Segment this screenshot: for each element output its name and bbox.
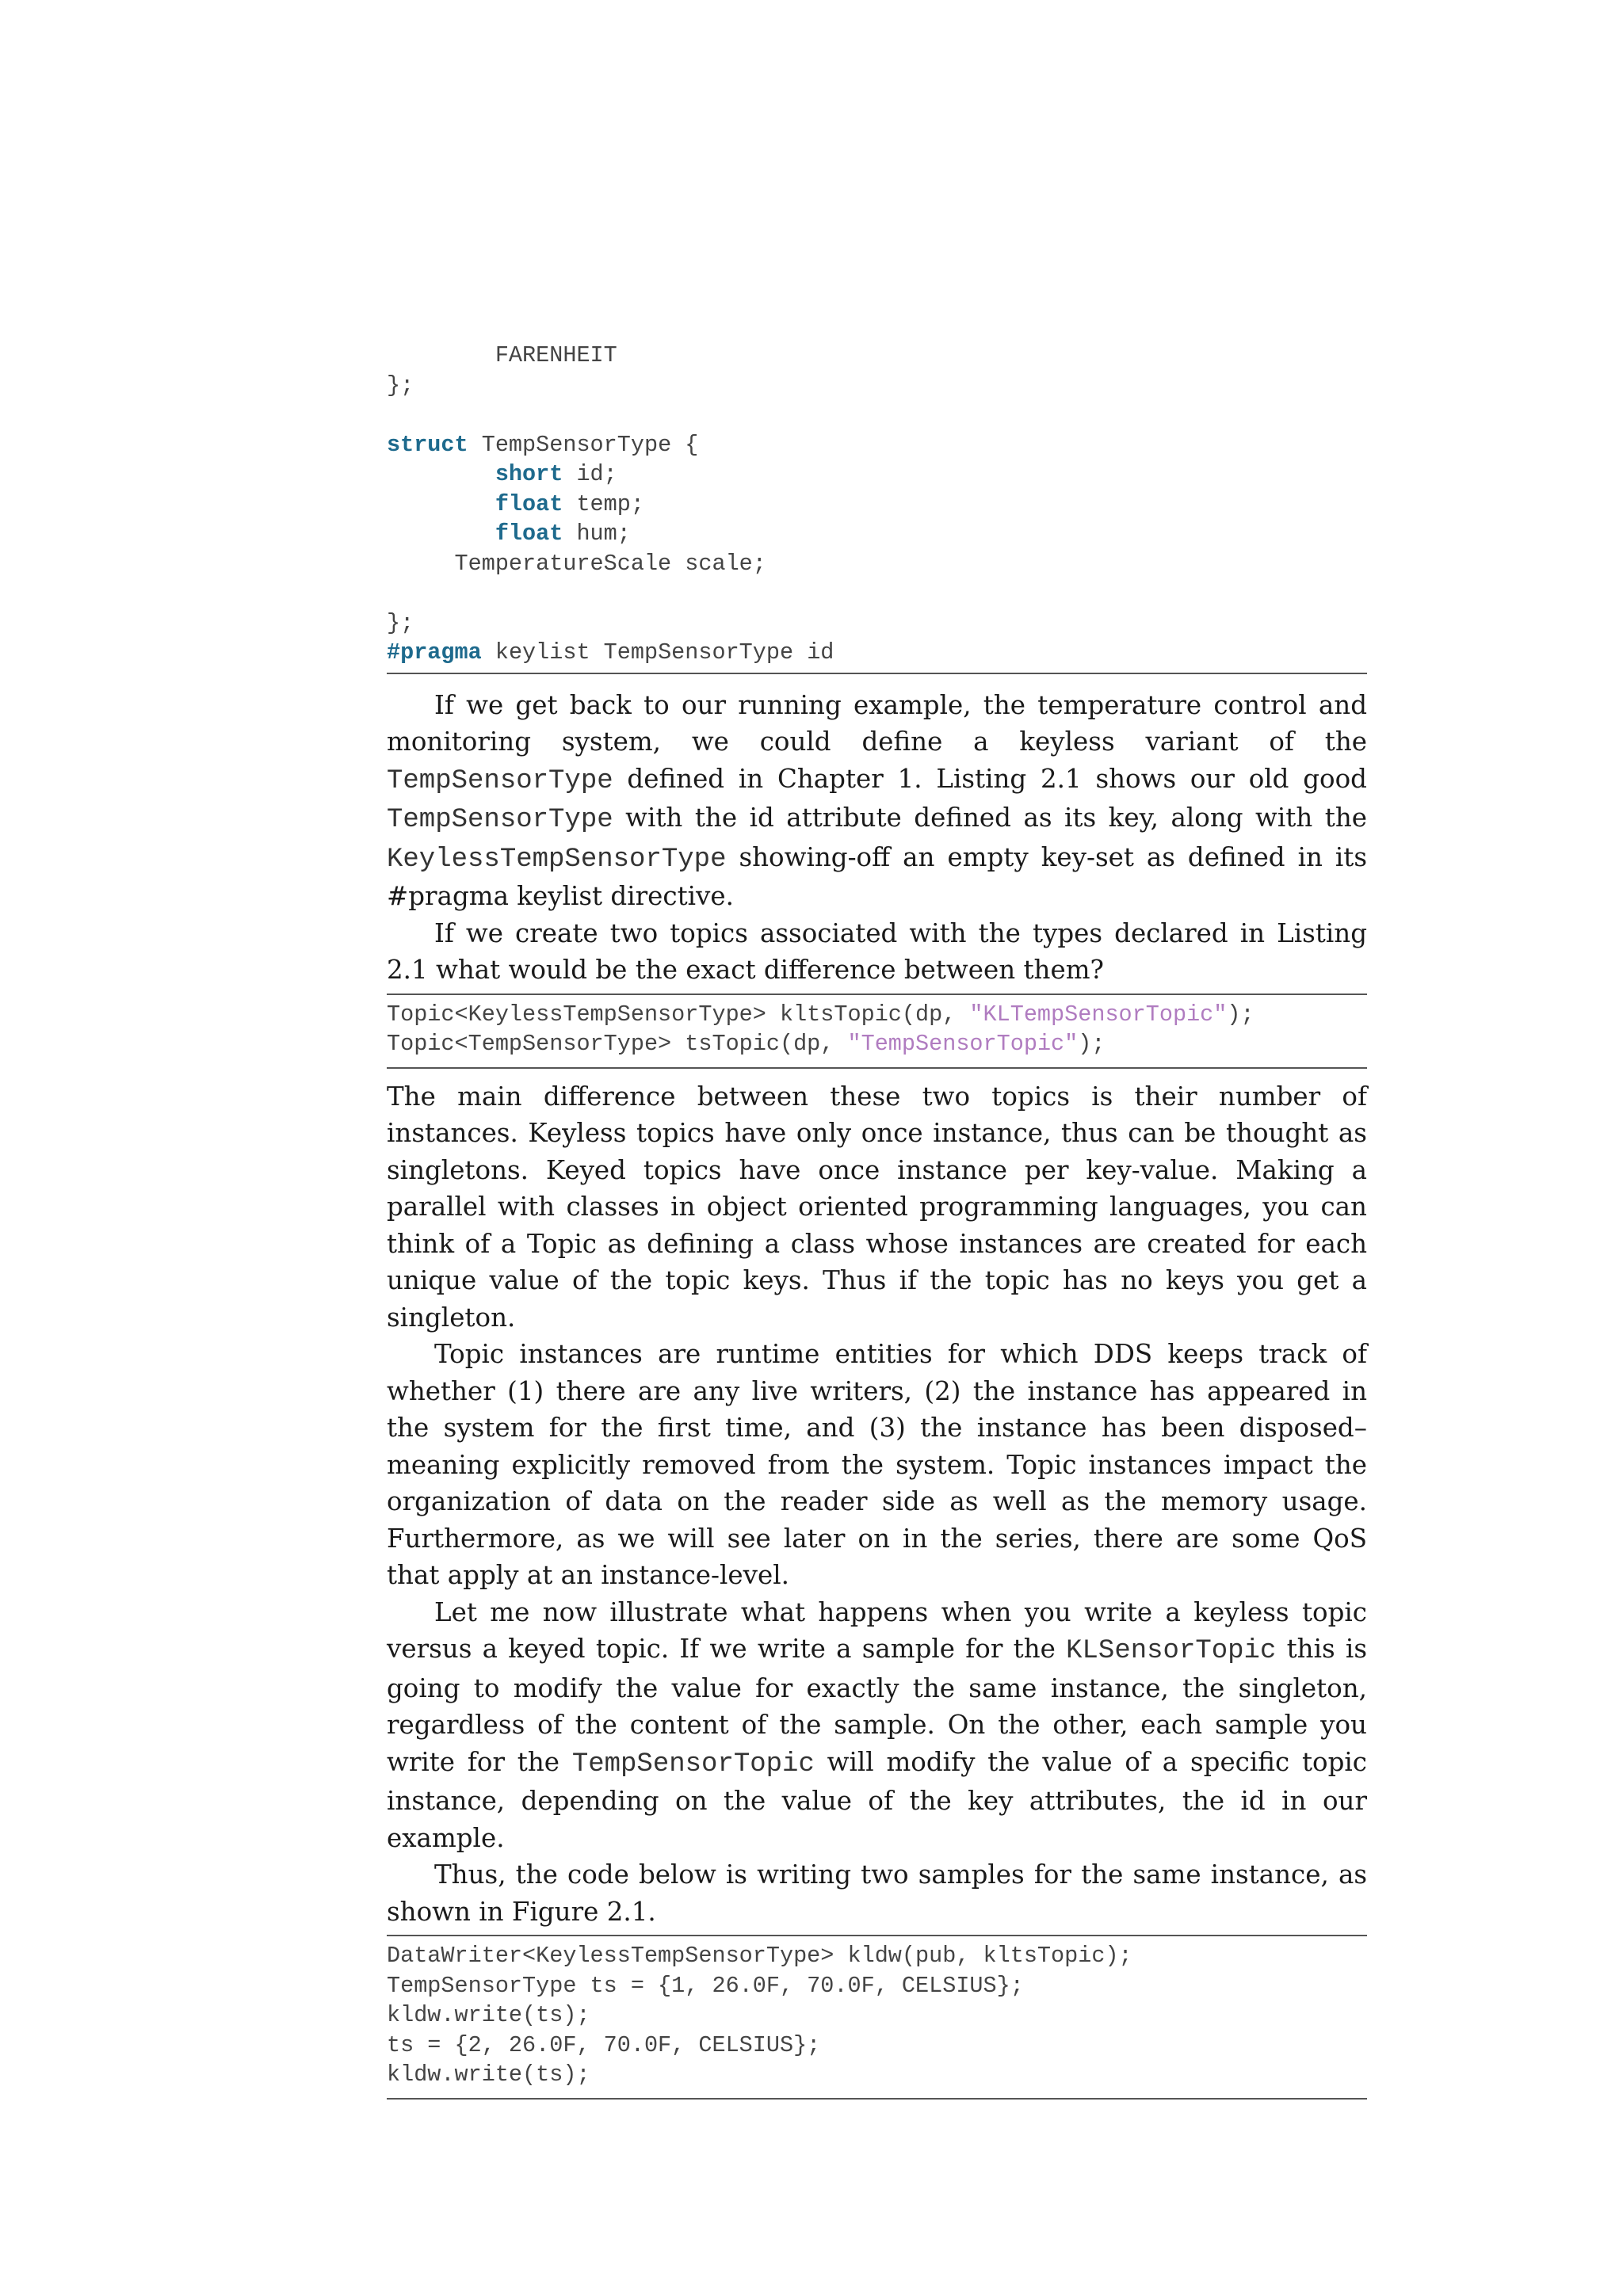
code-string: "KLTempSensorTopic" <box>969 1001 1228 1028</box>
code-indent <box>387 521 495 547</box>
code-line: Topic<KeylessTempSensorType> kltsTopic(dp, <box>387 1001 970 1028</box>
code-line: DataWriter<KeylessTempSensorType> kldw(pub, kltsTopic); <box>387 1943 1132 1969</box>
code-line: TemperatureScale scale; <box>387 550 766 577</box>
code-line: hum; <box>563 521 631 547</box>
inline-code: KeylessTempSensorType <box>387 844 727 875</box>
code-line: ); <box>1227 1001 1254 1028</box>
code-line: FARENHEIT <box>387 342 617 368</box>
text-run: If we get back to our running example, the temperature control and monitoring system, we could define a keyless variant of the <box>387 689 1367 757</box>
code-line: keylist TempSensorType id <box>481 639 834 666</box>
code-indent <box>387 491 495 517</box>
code-listing-datawriter <box>387 1941 1367 2090</box>
inline-code: TempSensorType <box>387 765 613 796</box>
listing-bottom-rule <box>387 2098 1367 2100</box>
inline-code: TempSensorType <box>387 805 613 835</box>
page-content <box>387 341 1367 2100</box>
text-run: will modify the value of a specific topic instance, depending on the value of the key attributes, the id in our example. <box>387 1746 1367 1853</box>
code-line: ts = {2, 26.0F, 70.0F, CELSIUS}; <box>387 2031 821 2058</box>
text-run: defined in Chapter 1. Listing 2.1 shows our old good <box>613 763 1367 794</box>
paragraph-main-difference: The main difference between these two topics is their number of instances. Keyless topics have only once instance, thus can be thought as singletons. Keyed topics have once instance per key-value. Making a parallel with classes in object oriented programming languages, you can think of a Topic as defining a class whose instances are created for each unique value of the topic keys. Thus if the topic has no keys you get a singleton. <box>387 1081 1367 1333</box>
code-keyword: float <box>495 490 563 517</box>
code-line: TempSensorType { <box>468 431 699 458</box>
paragraph-keyless-vs-keyed <box>387 1594 1367 1857</box>
code-line: kldw.write(ts); <box>387 2061 590 2088</box>
paragraph-code-below: Thus, the code below is writing two samples for the same instance, as shown in Figure 2.1. <box>387 1859 1367 1927</box>
code-line: temp; <box>563 490 644 517</box>
code-line: TempSensorType ts = {1, 26.0F, 70.0F, CELSIUS}; <box>387 1972 1024 1999</box>
listing-top-rule <box>387 994 1367 995</box>
text-run: showing-off an empty key-set as defined in its #pragma keylist directive. <box>387 841 1367 911</box>
code-line: }; <box>387 609 414 636</box>
text-run: this is going to modify the value for exactly the same instance, the singleton, regardless of the content of the sample. On the other, each sample you write for the <box>387 1634 1367 1777</box>
code-line: kldw.write(ts); <box>387 2002 590 2028</box>
code-line: ); <box>1078 1031 1106 1057</box>
code-keyword: short <box>495 461 563 487</box>
code-line: }; <box>387 372 414 399</box>
code-indent <box>387 461 495 487</box>
code-listing-topics <box>387 1000 1367 1059</box>
text-run: Let me now illustrate what happens when you write a keyless topic versus a keyed topic. If we write a sample for the <box>387 1596 1367 1664</box>
inline-code: TempSensorTopic <box>571 1749 815 1779</box>
code-line: Topic<TempSensorType> tsTopic(dp, <box>387 1031 848 1057</box>
inline-code: KLSensorTopic <box>1066 1636 1277 1666</box>
paragraph-keyless-variant <box>387 687 1367 915</box>
listing-top-rule <box>387 1935 1367 1936</box>
paragraph-topic-instances: Topic instances are runtime entities for which DDS keeps track of whether (1) there are any live writers, (2) the instance has appeared in the system for the first time, and (3) the instance has been disposed–meaning explicitly removed from the system. Topic instances impact the organization of data on the reader side as well as the memory usage. Furthermore, as we will see later on in the series, there are some QoS that apply at an instance-level. <box>387 1339 1367 1590</box>
code-keyword: #pragma <box>387 639 482 666</box>
code-listing-type-definitions <box>387 341 1367 668</box>
text-run: with the id attribute defined as its key, along with the <box>613 803 1367 833</box>
paragraph-two-topics-question: If we create two topics associated with the types declared in Listing 2.1 what would be the exact difference between them? <box>387 917 1367 985</box>
code-keyword: float <box>495 521 563 547</box>
code-string: "TempSensorTopic" <box>847 1031 1079 1057</box>
code-keyword: struct <box>387 431 468 458</box>
code-line: id; <box>563 461 617 487</box>
